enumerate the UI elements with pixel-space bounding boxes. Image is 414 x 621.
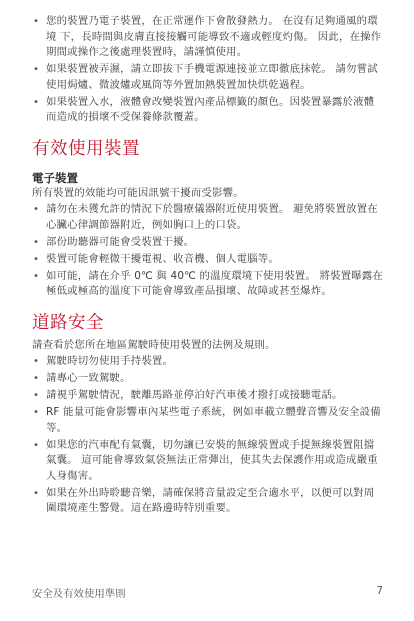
bullet-icon: •	[33, 390, 40, 401]
bullet-icon: •	[33, 16, 40, 27]
list-item	[32, 388, 384, 404]
section-title-efficient-use: 有效使用裝置	[32, 138, 140, 159]
section-title-road-safety: 道路安全	[32, 312, 104, 333]
list-item	[32, 354, 384, 370]
list-item-text: 如果裝置入水，液體會改變裝置內產品標籤的顏色。因裝置暴露於液體而造成的損壞不受保養條款覆蓋。	[46, 95, 375, 123]
page-number: 7	[376, 585, 383, 597]
list-item-text: 部份助聽器可能會受裝置干擾。	[46, 235, 195, 248]
list-item-text: 駕駛時切勿使用手持裝置。	[46, 355, 174, 367]
bullet-icon: •	[33, 96, 40, 108]
list-item-text: 如果裝置被弄濕，請立即拔下手機電源連接並立即徹底抹乾。 請勿嘗試使用焗爐、微波爐或風筒等外置加熱裝置加快烘乾過程。	[46, 63, 378, 91]
list-item	[32, 371, 384, 387]
bullet-icon: •	[33, 487, 40, 499]
bullet-icon: •	[33, 253, 40, 265]
list-item-text: 如可能，請在介乎 0℃ 與 40℃ 的溫度環境下使用裝置。 將裝置曝露在極低或極高的溫度下可能會導致產品損壞、故障或甚至爆炸。	[46, 269, 384, 297]
list-item-text: RF 能量可能會影響車內某些電子系統，例如車載立體聲音響及安全設備等。	[46, 406, 381, 434]
list-item	[32, 405, 384, 436]
list-item	[32, 14, 384, 61]
list-item-text: 請專心一致駕駛。	[46, 372, 131, 384]
list-item	[32, 235, 384, 251]
bullet-icon: •	[33, 439, 40, 451]
section-intro-efficient: 所有裝置的效能均可能因訊號干擾而受影響。	[32, 186, 244, 199]
efficient-bullet-list	[32, 202, 384, 300]
footer-section-label: 安全及有效使用準則	[32, 588, 126, 600]
road-bullet-list	[32, 354, 384, 517]
list-item	[32, 438, 384, 485]
list-item-text: 裝置可能會輕微干擾電視、收音機、個人電腦等。	[46, 252, 279, 265]
list-item	[32, 252, 384, 268]
bullet-icon: •	[33, 64, 40, 75]
list-item	[32, 269, 384, 300]
page-content	[32, 14, 384, 518]
list-item-text: 如果在外出時聆聽音樂，請確保將音量設定至合適水平，以便可以對周圍環境產生警覺。這在路邊時特別重要。	[46, 486, 375, 514]
bullet-icon: •	[33, 407, 40, 418]
subsection-title-electronic-devices: 電子裝置	[32, 170, 78, 185]
page-footer	[32, 585, 383, 600]
list-item	[32, 62, 384, 93]
list-item	[32, 202, 384, 233]
bullet-icon: •	[33, 373, 40, 384]
list-item-text: 您的裝置乃電子裝置，在正常運作下會散發熱力。 在沒有足夠通風的環境 下，長時間與皮膚直接接觸可能導致不適或輕度灼傷。 因此，在操作期間或操作之後處理裝置時，請謹慎使用。	[46, 15, 382, 58]
bullet-icon: •	[33, 204, 40, 215]
top-bullet-list	[32, 14, 384, 126]
list-item	[32, 95, 384, 126]
list-item-text: 請勿在未獲允許的情況下於醫療儀器附近使用裝置。 避免將裝置放置在心臟心律調節器附近，例如胸口上的口袋。	[46, 203, 378, 231]
bullet-icon: •	[33, 270, 40, 282]
bullet-icon: •	[33, 356, 40, 367]
list-item	[32, 486, 384, 517]
list-item-text: 請視乎駕駛情況，駛離馬路並停泊好汽車後才撥打或接聽電話。	[46, 389, 343, 401]
bullet-icon: •	[33, 236, 40, 248]
section-intro-road: 請查看於您所在地區駕駛時使用裝置的法例及規則。	[32, 338, 276, 351]
list-item-text: 如果您的汽車配有氣囊，切勿讓已安裝的無線裝置或手提無線裝置阻擋氣囊。 這可能會導致氣袋無法正常彈出，使其失去保護作用或造成嚴重人身傷害。	[46, 438, 378, 482]
